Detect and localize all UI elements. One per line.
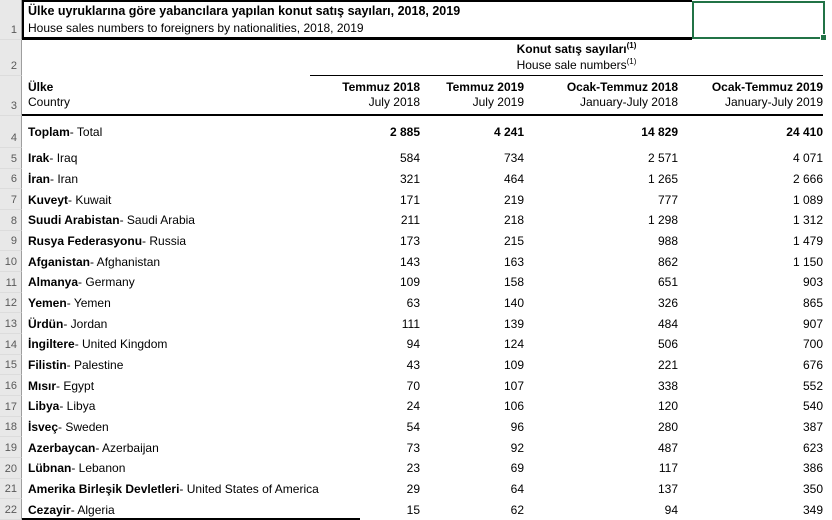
column-header-jan-july-2018[interactable]: Ocak-Temmuz 2018 January-July 2018 xyxy=(524,76,678,116)
table-row xyxy=(0,116,832,148)
page-subtitle: House sales numbers to foreigners by nationalities, 2018, 2019 xyxy=(28,21,364,35)
value-cell[interactable]: 907 xyxy=(802,316,823,331)
country-cell[interactable] xyxy=(22,272,330,293)
country-name-tr: İsveç xyxy=(28,420,59,435)
country-cell[interactable] xyxy=(22,417,330,438)
row-number[interactable]: 19 xyxy=(0,437,22,458)
country-name-tr: Kuveyt xyxy=(28,192,69,207)
table-row xyxy=(0,396,832,417)
country-cell[interactable] xyxy=(22,231,330,252)
country-name-tr: Ürdün xyxy=(28,316,64,331)
row-number[interactable]: 15 xyxy=(0,355,22,376)
table-row xyxy=(0,231,832,252)
table-row xyxy=(0,334,832,355)
table-row xyxy=(0,417,832,438)
value-cell[interactable]: 865 xyxy=(802,296,823,311)
table-row xyxy=(0,293,832,314)
row-number[interactable]: 8 xyxy=(0,210,22,231)
country-name-tr: Filistin xyxy=(28,358,67,373)
row-header-2[interactable]: 2 xyxy=(0,40,22,76)
table-row xyxy=(0,313,832,334)
row-number[interactable]: 10 xyxy=(0,251,22,272)
value-cell[interactable]: 464 xyxy=(503,172,524,186)
table-row xyxy=(0,499,832,520)
country-name-en: - Russia xyxy=(142,234,187,249)
value-cell[interactable]: 1 298 xyxy=(647,213,678,228)
row-number[interactable]: 17 xyxy=(0,396,22,417)
country-name-en: - Palestine xyxy=(66,358,124,373)
country-name-tr: Lübnan xyxy=(28,461,72,476)
value-cell[interactable]: 2 885 xyxy=(389,125,420,139)
value-cell[interactable]: 137 xyxy=(657,482,678,497)
value-cell[interactable]: 117 xyxy=(658,461,678,476)
column-header-july-2019[interactable]: Temmuz 2019 July 2019 xyxy=(420,76,524,116)
country-name-tr: İngiltere xyxy=(28,337,75,352)
country-name-tr: Mısır xyxy=(28,378,57,393)
value-cell[interactable]: 988 xyxy=(657,234,678,249)
country-cell[interactable] xyxy=(22,499,330,520)
value-cell[interactable]: 1 150 xyxy=(792,254,823,269)
row-number[interactable]: 12 xyxy=(0,293,22,314)
value-cell[interactable]: 1 089 xyxy=(792,192,823,207)
row-number[interactable]: 7 xyxy=(0,189,22,210)
value-cell[interactable]: 96 xyxy=(510,420,524,435)
row-number[interactable]: 9 xyxy=(0,231,22,252)
footnote-marker: (1) xyxy=(626,41,637,50)
group-header-cell[interactable] xyxy=(310,40,823,76)
value-cell[interactable]: 1 265 xyxy=(647,172,678,186)
value-cell[interactable]: 23 xyxy=(406,461,420,476)
empty-cell[interactable] xyxy=(22,40,310,76)
country-name-en: - Yemen xyxy=(66,296,111,311)
footnote-marker: (1) xyxy=(626,57,637,66)
country-name-en: - Total xyxy=(69,125,103,139)
country-cell[interactable] xyxy=(22,189,330,210)
row-number[interactable]: 13 xyxy=(0,313,22,334)
value-cell[interactable]: 777 xyxy=(657,192,678,207)
value-cell[interactable]: 140 xyxy=(503,296,524,311)
country-cell[interactable] xyxy=(22,458,330,479)
country-cell[interactable] xyxy=(22,293,330,314)
value-cell[interactable]: 349 xyxy=(802,502,823,517)
country-name-en: - Libya xyxy=(59,399,96,414)
table-row xyxy=(0,189,832,210)
row-number[interactable]: 22 xyxy=(0,499,22,520)
group-header-en: House sale numbers$^{(1)}$ xyxy=(516,57,637,72)
value-cell[interactable]: 1 312 xyxy=(792,213,823,228)
country-name-en: - Sweden xyxy=(58,420,109,435)
country-name-en: - Egypt xyxy=(56,378,95,393)
country-name-en: - Kuwait xyxy=(68,192,112,207)
value-cell[interactable]: 4 071 xyxy=(792,151,823,166)
table-row xyxy=(0,169,832,190)
country-name-tr: Afganistan xyxy=(28,254,91,269)
value-cell[interactable]: 43 xyxy=(406,358,420,373)
row-number[interactable]: 21 xyxy=(0,479,22,500)
country-cell[interactable] xyxy=(22,334,330,355)
country-name-tr: İran xyxy=(28,172,51,186)
country-header-cell[interactable] xyxy=(22,76,330,116)
country-name-en: - Afghanistan xyxy=(90,254,161,269)
table-row xyxy=(0,251,832,272)
value-cell[interactable]: 326 xyxy=(657,296,678,311)
value-cell[interactable]: 109 xyxy=(503,358,524,373)
value-cell[interactable]: 107 xyxy=(503,378,524,393)
value-cell[interactable]: 903 xyxy=(802,275,823,290)
country-name-tr: Irak xyxy=(28,151,50,166)
value-cell[interactable]: 4 241 xyxy=(493,125,524,139)
value-cell[interactable]: 387 xyxy=(802,420,823,435)
country-name-en: - Lebanon xyxy=(71,461,126,476)
value-cell[interactable]: 63 xyxy=(406,296,420,311)
value-cell[interactable]: 69 xyxy=(510,461,524,476)
value-cell[interactable]: 2 571 xyxy=(647,151,678,166)
country-name-tr: Yemen xyxy=(28,296,67,311)
row-number[interactable]: 16 xyxy=(0,375,22,396)
table-row xyxy=(0,458,832,479)
value-cell[interactable]: 111 xyxy=(401,316,420,331)
country-name-en: - Jordan xyxy=(63,316,108,331)
row-header-3[interactable]: 3 xyxy=(0,76,22,116)
value-cell[interactable]: 94 xyxy=(406,337,420,352)
data-rows xyxy=(0,116,832,520)
row-number[interactable]: 4 xyxy=(0,116,22,148)
country-cell[interactable] xyxy=(22,251,330,272)
table-row xyxy=(0,437,832,458)
table-row xyxy=(0,375,832,396)
title-row xyxy=(0,0,832,40)
value-cell[interactable]: 506 xyxy=(657,337,678,352)
table-row xyxy=(0,272,832,293)
column-header-july-2018[interactable]: Temmuz 2018 July 2018 xyxy=(330,76,420,116)
value-cell[interactable]: 143 xyxy=(399,254,420,269)
value-cell[interactable]: 280 xyxy=(657,420,678,435)
selected-cell[interactable] xyxy=(692,1,825,39)
table-row xyxy=(0,355,832,376)
value-cell[interactable]: 29 xyxy=(406,482,420,497)
value-cell[interactable]: 676 xyxy=(802,358,823,373)
value-cell[interactable]: 64 xyxy=(510,482,524,497)
value-cell[interactable]: 54 xyxy=(406,420,420,435)
country-name-en: - Azerbaijan xyxy=(95,440,159,455)
country-name-tr: Rusya Federasyonu xyxy=(28,234,143,249)
country-header-tr: Ülke xyxy=(28,80,54,94)
country-cell[interactable] xyxy=(22,169,330,190)
value-cell[interactable]: 120 xyxy=(657,399,678,414)
table-row xyxy=(0,210,832,231)
row-number[interactable]: 5 xyxy=(0,148,22,169)
column-header-jan-july-2019[interactable]: Ocak-Temmuz 2019 January-July 2019 xyxy=(678,76,823,116)
country-name-en: - United Kingdom xyxy=(74,337,168,352)
value-cell[interactable]: 484 xyxy=(657,316,678,331)
table-row xyxy=(0,148,832,169)
value-cell[interactable]: 109 xyxy=(399,275,420,290)
value-cell[interactable]: 623 xyxy=(802,440,823,455)
page-title: Ülke uyruklarına göre yabancılara yapılan konut satış sayıları, 2018, 2019 xyxy=(28,4,461,18)
country-name-en: - Germany xyxy=(78,275,135,290)
table-row xyxy=(0,479,832,500)
value-cell[interactable]: 62 xyxy=(510,502,524,517)
country-name-en: - Saudi Arabia xyxy=(119,213,195,228)
value-cell[interactable]: 862 xyxy=(657,254,678,269)
value-cell[interactable]: 338 xyxy=(657,378,678,393)
value-cell[interactable]: 584 xyxy=(399,151,420,166)
country-name-tr: Cezayir xyxy=(28,502,71,517)
value-cell[interactable]: 211 xyxy=(400,213,420,228)
value-cell[interactable]: 540 xyxy=(802,399,823,414)
value-cell[interactable]: 321 xyxy=(399,172,420,186)
row-number[interactable]: 6 xyxy=(0,169,22,190)
country-name-en: - Iraq xyxy=(49,151,78,166)
country-name-tr: Azerbaycan xyxy=(28,440,96,455)
country-cell[interactable] xyxy=(22,479,330,500)
country-name-en: - United States of America xyxy=(179,482,319,497)
value-cell[interactable]: 221 xyxy=(657,358,678,373)
group-header-tr: Konut satış sayıları$^{(1)}$ xyxy=(516,41,637,56)
value-cell[interactable]: 106 xyxy=(503,399,524,414)
country-cell[interactable] xyxy=(22,375,330,396)
title-cell[interactable] xyxy=(22,0,692,40)
country-cell[interactable] xyxy=(22,396,330,417)
value-cell[interactable]: 124 xyxy=(503,337,524,352)
country-name-tr: Suudi Arabistan xyxy=(28,213,120,228)
value-cell[interactable]: 92 xyxy=(510,440,524,455)
value-cell[interactable]: 487 xyxy=(657,440,678,455)
country-name-en: - Iran xyxy=(50,172,79,186)
row-number[interactable]: 14 xyxy=(0,334,22,355)
country-cell[interactable] xyxy=(22,437,330,458)
value-cell[interactable]: 651 xyxy=(657,275,678,290)
value-cell[interactable]: 158 xyxy=(503,275,524,290)
country-name-en: - Algeria xyxy=(70,502,115,517)
value-cell[interactable]: 24 410 xyxy=(786,125,823,139)
value-cell[interactable]: 15 xyxy=(406,502,420,517)
group-header-row xyxy=(0,40,832,76)
country-name-tr: Amerika Birleşik Devletleri xyxy=(28,482,180,497)
country-cell[interactable] xyxy=(22,148,330,169)
country-cell[interactable] xyxy=(22,210,330,231)
country-name-tr: Almanya xyxy=(28,275,79,290)
country-name-tr: Libya xyxy=(28,399,60,414)
value-cell[interactable]: 139 xyxy=(503,316,524,331)
value-cell[interactable]: 70 xyxy=(406,378,420,393)
value-cell[interactable]: 700 xyxy=(802,337,823,352)
value-cell[interactable]: 386 xyxy=(802,461,823,476)
country-cell[interactable] xyxy=(22,116,330,148)
value-cell[interactable]: 14 829 xyxy=(641,125,678,139)
value-cell[interactable]: 163 xyxy=(503,254,524,269)
fill-handle-icon[interactable] xyxy=(820,34,827,41)
value-cell[interactable]: 2 666 xyxy=(792,172,823,186)
row-number[interactable]: 11 xyxy=(0,272,22,293)
country-cell[interactable] xyxy=(22,355,330,376)
country-name-tr: Toplam xyxy=(28,125,70,139)
value-cell[interactable]: 218 xyxy=(503,213,524,228)
value-cell[interactable]: 1 479 xyxy=(792,234,823,249)
value-cell[interactable]: 552 xyxy=(802,378,823,393)
value-cell[interactable]: 73 xyxy=(406,440,420,455)
column-header-row xyxy=(0,76,832,116)
row-number[interactable]: 18 xyxy=(0,417,22,438)
value-cell[interactable]: 219 xyxy=(503,192,524,207)
country-cell[interactable] xyxy=(22,313,330,334)
value-cell[interactable]: 173 xyxy=(399,234,420,249)
value-cell[interactable]: 24 xyxy=(406,399,420,414)
value-cell[interactable]: 734 xyxy=(503,151,524,166)
row-header-1[interactable]: 1 xyxy=(0,0,22,40)
country-header-en: Country xyxy=(28,95,71,109)
value-cell[interactable]: 171 xyxy=(399,192,420,207)
row-number[interactable]: 20 xyxy=(0,458,22,479)
value-cell[interactable]: 215 xyxy=(503,234,524,249)
value-cell[interactable]: 350 xyxy=(802,482,823,497)
value-cell[interactable]: 94 xyxy=(664,502,678,517)
